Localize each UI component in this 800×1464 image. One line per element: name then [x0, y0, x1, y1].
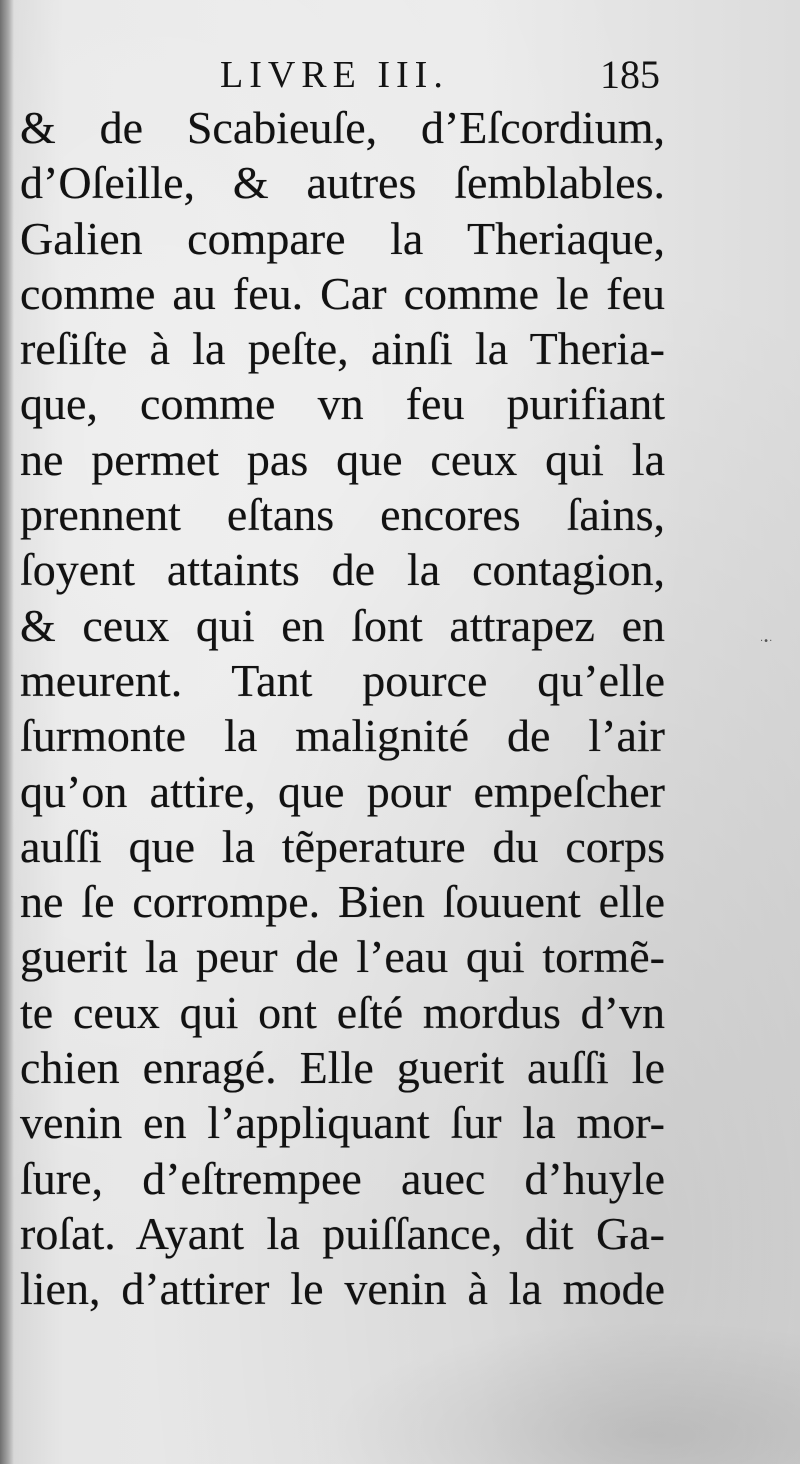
text-line: ſurmonte la malignité de l’air: [20, 710, 665, 762]
text-line: que, comme vn feu purifiant: [20, 378, 665, 430]
text-line: reſiſte à la peſte, ainſi la Theria-: [20, 323, 665, 375]
text-line: prennent eſtans encores ſains,: [20, 489, 665, 541]
text-line: meurent. Tant pource qu’elle: [20, 654, 665, 706]
text-line: te ceux qui ont eſté mordus d’vn: [20, 986, 665, 1038]
text-line: ſoyent attaints de la contagion,: [20, 544, 665, 596]
text-line: guerit la peur de l’eau qui tormẽ-: [20, 931, 665, 983]
body-text: [20, 100, 665, 1317]
text-line: auſſi que la tẽperature du corps: [20, 820, 665, 872]
text-line: Galien compare la Theriaque,: [20, 212, 665, 264]
text-line: chien enragé. Elle guerit auſſi le: [20, 1042, 665, 1094]
text-line: qu’on attire, que pour empeſcher: [20, 765, 665, 817]
book-label: LIVRE III.: [220, 54, 449, 96]
text-line: venin en l’appliquant ſur la mor-: [20, 1097, 665, 1149]
running-head: [20, 48, 660, 102]
binding-gutter-shadow: [0, 0, 14, 1464]
margin-ink-speck: ·•·: [760, 636, 773, 647]
text-line: ne ſe corrompe. Bien ſouuent elle: [20, 876, 665, 928]
text-line: & ceux qui en ſont attrapez en: [20, 599, 665, 651]
text-line: ne permet pas que ceux qui la: [20, 433, 665, 485]
text-line: lien, d’attirer le venin à la mode: [20, 1263, 665, 1315]
text-line: d’Oſeille, & autres ſemblables.: [20, 157, 665, 209]
page-number: 185: [600, 52, 660, 97]
text-line: roſat. Ayant la puiſſance, dit Ga-: [20, 1207, 665, 1259]
paper-shading: [320, 1320, 800, 1464]
text-line: ſure, d’eſtrempee auec d’huyle: [20, 1152, 665, 1204]
text-line: & de Scabieuſe, d’Eſcordium,: [20, 102, 665, 153]
text-line: comme au feu. Car comme le feu: [20, 267, 665, 319]
